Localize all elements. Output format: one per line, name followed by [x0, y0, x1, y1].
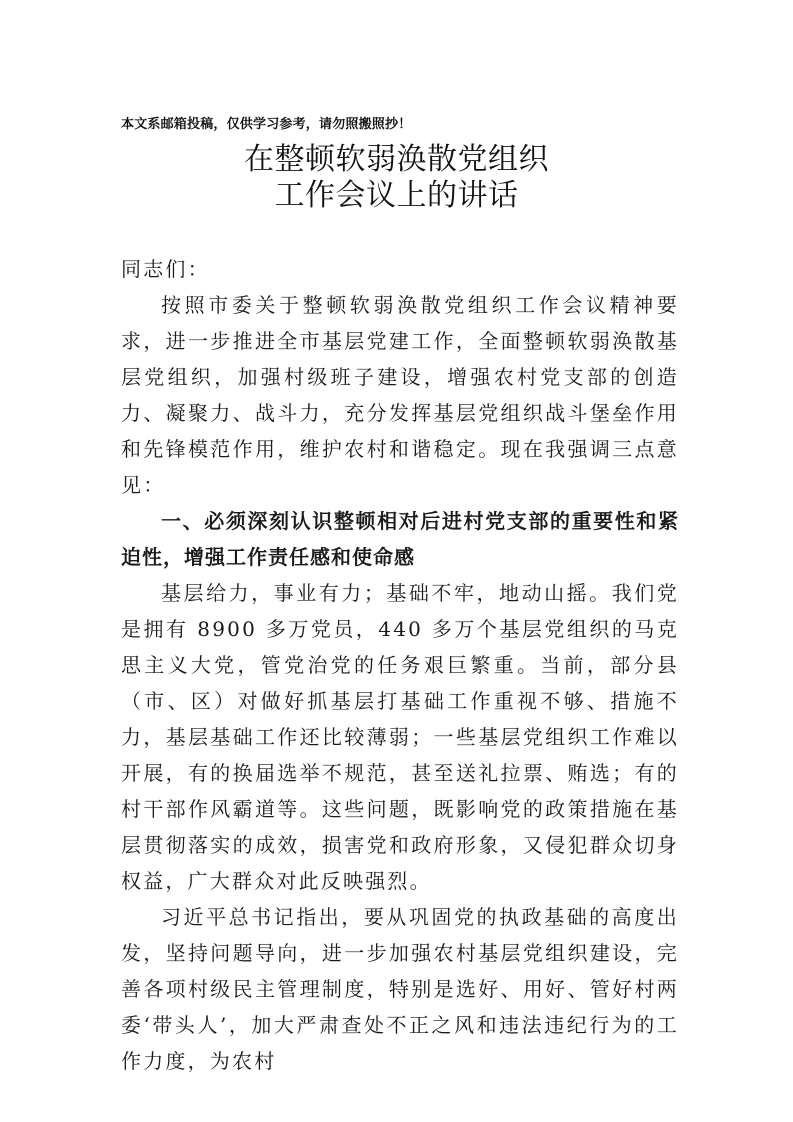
title-line-2: 工作会议上的讲话: [274, 178, 519, 213]
section-heading-1: 一、必须深刻认识整顿相对后进村党支部的重要性和紧迫性，增强工作责任感和使命感: [121, 509, 679, 569]
paragraph-intro: 按照市委关于整顿软弱涣散党组织工作会议精神要求，进一步推进全市基层党建工作，全面整顿软弱涣散基层党组织，加强村级班子建设，增强农村党支部的创造力、凝聚力、战斗力，充分发挥基层党组织战斗堡垒作用和先锋模范作用，维护农村和谐稳定。现在我强调三点意见：: [121, 293, 679, 497]
salutation: 同志们：: [121, 257, 210, 281]
paragraph-xi-quote: 习近平总书记指出，要从巩固党的执政基础的高度出发，坚持问题导向，进一步加强农村基层党组织建设，完善各项村级民主管理制度，特别是选好、用好、管好村两委‘带头人’，加大严肃查处不正之风和违法违纪行为的工作力度，为农村: [121, 905, 679, 1073]
submission-notice: 本文系邮箱投稿，仅供学习参考，请勿照搬照抄！: [121, 117, 412, 132]
speech-body: [121, 251, 679, 1079]
paragraph-foundation: 基层给力，事业有力；基础不牢，地动山摇。我们党是拥有 8900 多万党员，440 多万个基层党组织的马克思主义大党，管党治党的任务艰巨繁重。当前，部分县（市、区）对做好抓基层打基础工作重视不够、措施不力，基层基础工作还比较薄弱；一些基层党组织工作难以开展，有的换届选举不规范，甚至送礼拉票、贿选；有的村干部作风霸道等。这些问题，既影响党的政策措施在基层贯彻落实的成效，损害党和政府形象，又侵犯群众切身权益，广大群众对此反映强烈。: [121, 581, 679, 893]
title-line-1: 在整顿软弱涣散党组织: [244, 142, 549, 177]
